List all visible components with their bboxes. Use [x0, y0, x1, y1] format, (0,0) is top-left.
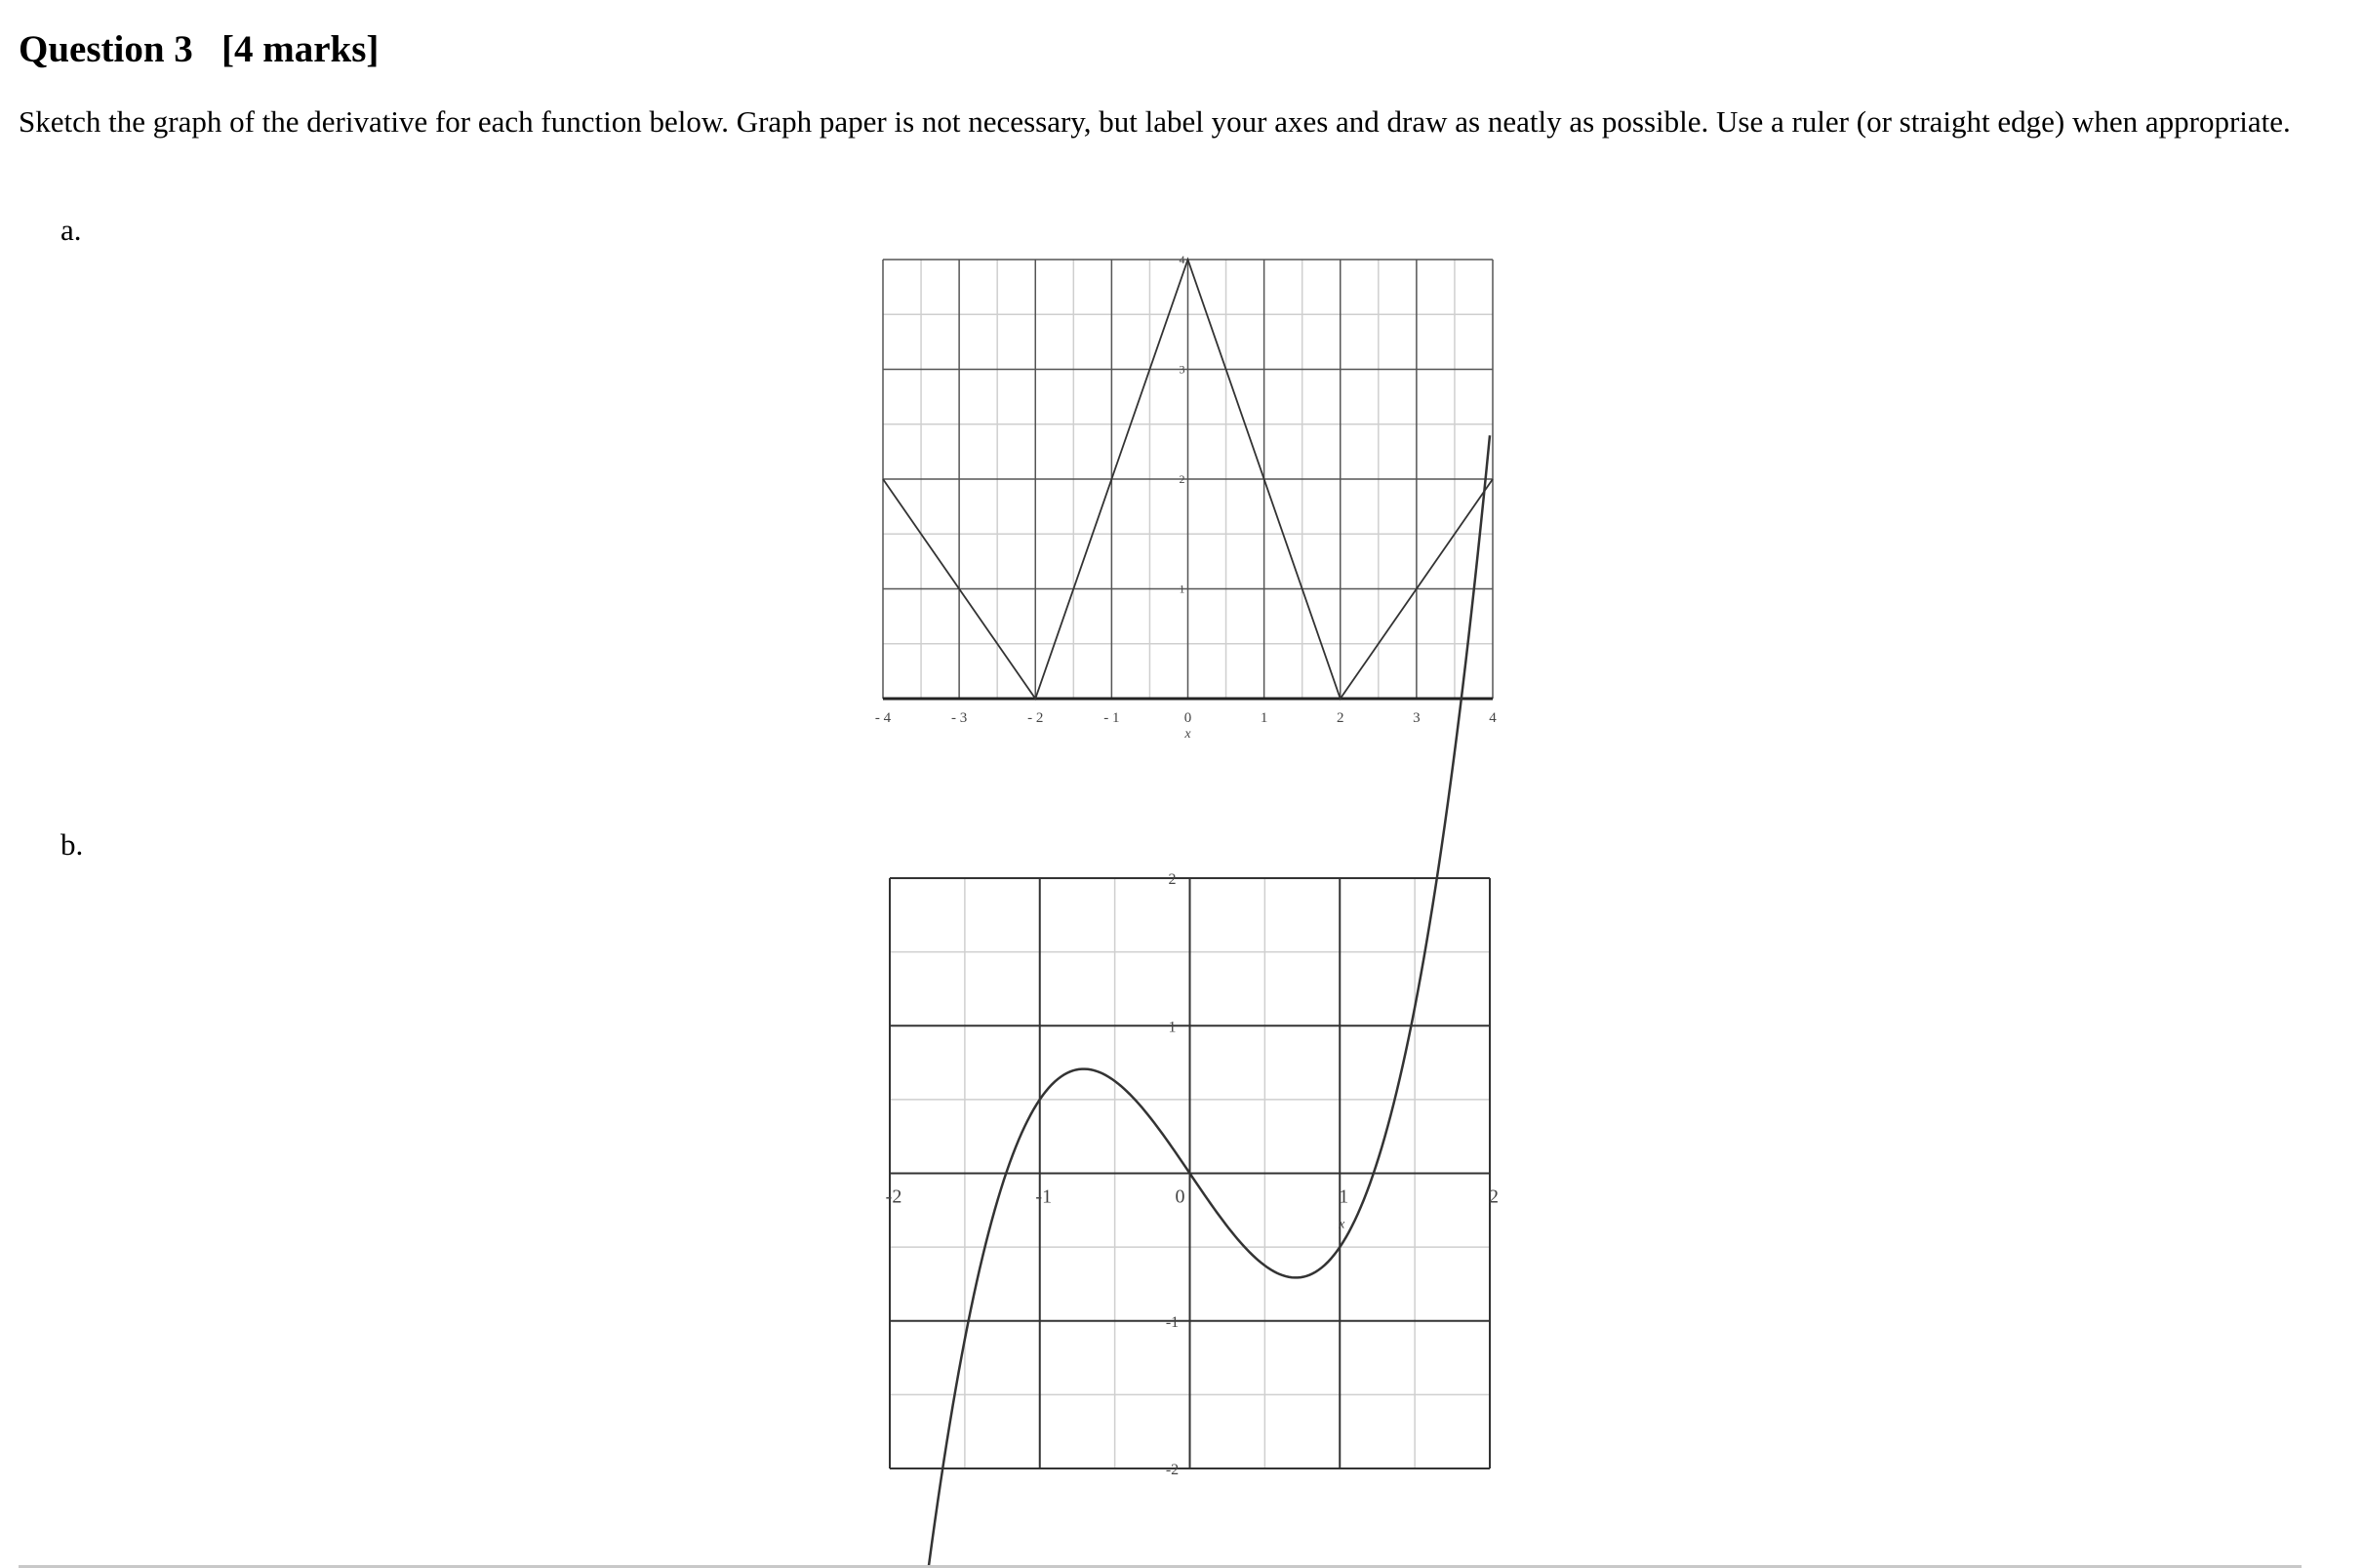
- part-b-label: b.: [60, 827, 84, 862]
- x-tick-label: 4: [1489, 710, 1497, 726]
- graph-a: [874, 253, 1507, 762]
- y-tick-label: -2: [1165, 1462, 1180, 1478]
- y-tick-label: 2: [1168, 871, 1177, 888]
- x-tick-label: 2: [1337, 710, 1344, 726]
- graph-b: [885, 871, 1514, 1498]
- x-tick-label: 0: [1175, 1186, 1185, 1208]
- x-tick-label: 3: [1413, 710, 1421, 726]
- x-axis-label: x: [1339, 1217, 1345, 1232]
- x-tick-label: 1: [1339, 1186, 1349, 1208]
- x-tick-label: -2: [885, 1186, 902, 1208]
- question-title: Question 3 [4 marks]: [19, 28, 380, 70]
- part-a-label: a.: [60, 213, 82, 247]
- x-axis-label: x: [1184, 727, 1191, 742]
- y-tick-label: 1: [1179, 582, 1185, 596]
- x-tick-label: - 2: [1027, 710, 1044, 726]
- y-tick-label: 3: [1179, 362, 1185, 377]
- question-instructions: Sketch the graph of the derivative for each function below. Graph paper is not necessary, but label your axes and draw as neatly as possible. Use a ruler (or straight edge) when appropriate.: [19, 104, 2291, 139]
- x-tick-label: 2: [1489, 1186, 1499, 1208]
- y-tick-label: 4: [1179, 253, 1185, 266]
- x-tick-label: 1: [1260, 710, 1268, 726]
- x-tick-label: - 3: [951, 710, 968, 726]
- x-tick-label: 0: [1183, 710, 1192, 726]
- x-tick-label: - 4: [874, 710, 892, 726]
- y-tick-label: 1: [1168, 1019, 1177, 1036]
- y-tick-label: 2: [1179, 472, 1185, 486]
- x-tick-label: -1: [1035, 1186, 1053, 1208]
- x-tick-label: - 1: [1103, 710, 1120, 726]
- y-tick-label: -1: [1165, 1313, 1180, 1331]
